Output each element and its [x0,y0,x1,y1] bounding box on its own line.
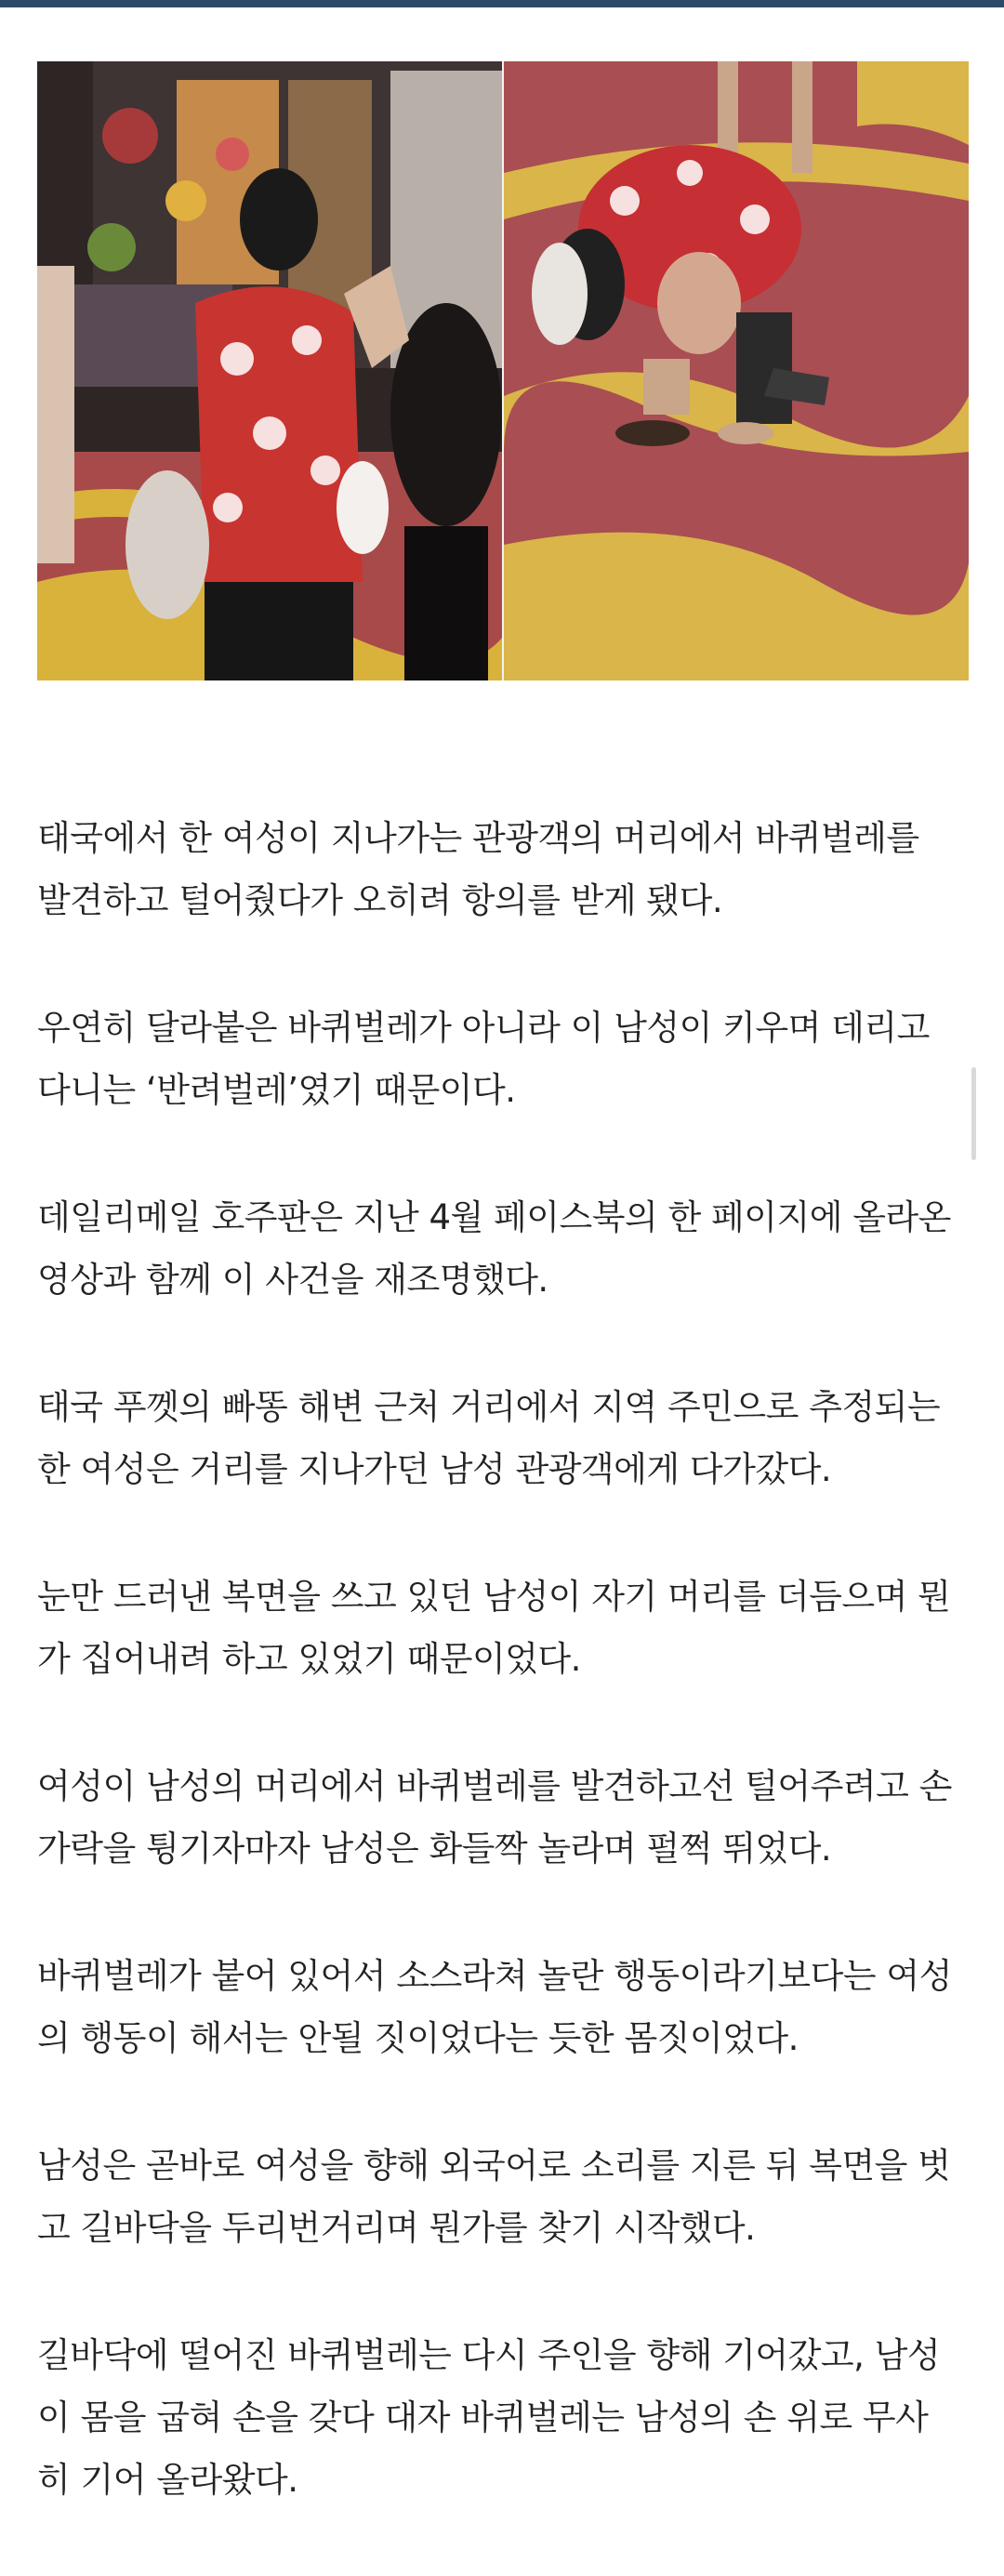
left-photo [37,61,502,680]
article-paragraph [37,997,976,1121]
article-paragraph [37,1186,976,1311]
article-paragraph [37,807,976,931]
paragraph-line: 의 행동이 해서는 안될 짓이었다는 듯한 몸짓이었다. [37,2018,799,2058]
paragraph-line: 데일리메일 호주판은 지난 4월 페이스북의 한 페이지에 올라온 [37,1197,951,1237]
article-paragraph [37,2324,976,2511]
paragraph-line: 우연히 달라붙은 바퀴벌레가 아니라 이 남성이 키우며 데리고 [37,1008,930,1048]
top-header-bar [0,0,1004,7]
paragraph-line: 눈만 드러낸 복면을 쓰고 있던 남성이 자기 머리를 더듬으며 뭔 [37,1577,951,1617]
paragraph-line: 히 기어 올라왔다. [37,2460,298,2500]
paragraph-line: 다니는 ‘반려벌레’였기 때문이다. [37,1070,516,1110]
article-paragraph [37,1945,976,2069]
paragraph-line: 태국에서 한 여성이 지나가는 관광객의 머리에서 바퀴벌레를 [37,818,919,858]
paragraph-line: 여성이 남성의 머리에서 바퀴벌레를 발견하고선 털어주려고 손 [37,1766,952,1806]
paragraph-line: 고 길바닥을 두리번거리며 뭔가를 찾기 시작했다. [37,2208,756,2248]
paragraph-line: 가락을 튕기자마자 남성은 화들짝 놀라며 펄쩍 뛰었다. [37,1829,832,1869]
paragraph-line: 가 집어내려 하고 있었기 때문이었다. [37,1639,581,1679]
article-body [37,807,976,2576]
article-paragraph [37,1755,976,1880]
paragraph-line: 이 몸을 굽혀 손을 갖다 대자 바퀴벌레는 남성의 손 위로 무사 [37,2398,929,2437]
article-photo [37,61,969,680]
article-paragraph [37,1376,976,1500]
right-photo [504,61,969,680]
paragraph-line: 남성은 곧바로 여성을 향해 외국어로 소리를 지른 뒤 복면을 벗 [37,2146,951,2186]
paragraph-line: 태국 푸껫의 빠똥 해변 근처 거리에서 지역 주민으로 추정되는 [37,1387,941,1427]
paragraph-line: 한 여성은 거리를 지나가던 남성 관광객에게 다가갔다. [37,1449,832,1489]
article-paragraph [37,1565,976,1690]
paragraph-line: 길바닥에 떨어진 바퀴벌레는 다시 주인을 향해 기어갔고, 남성 [37,2335,941,2375]
paragraph-line: 영상과 함께 이 사건을 재조명했다. [37,1260,548,1300]
article-paragraph [37,2134,976,2259]
paragraph-line: 발견하고 털어줬다가 오히려 항의를 받게 됐다. [37,880,723,920]
paragraph-line: 바퀴벌레가 붙어 있어서 소스라쳐 놀란 행동이라기보다는 여성 [37,1956,952,1996]
